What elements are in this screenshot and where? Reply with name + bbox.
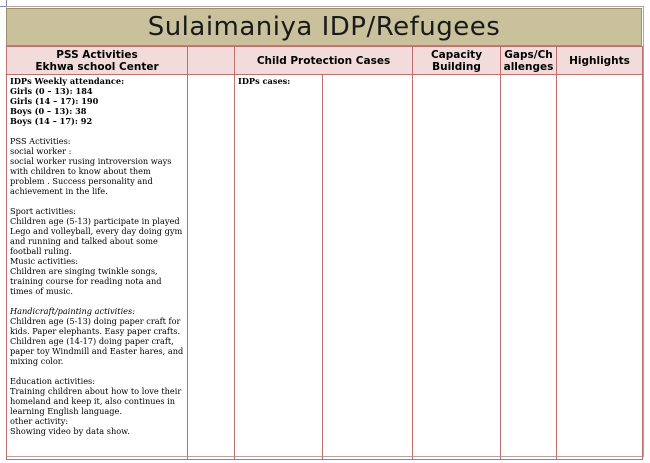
header-pss-line1: PSS Activities: [56, 48, 138, 61]
attendance-heading: IDPs Weekly attendance:: [10, 76, 125, 86]
header-pss-activities: [7, 47, 188, 75]
pss-text: social worker rusing introversion ways with children to know about them problem . Success personality and achievement in the life.: [10, 156, 172, 196]
child-protection-detail-cell: [323, 75, 413, 460]
body-row: [7, 75, 643, 460]
gaps-challenges-cell: [501, 75, 557, 460]
sport-heading: Sport activities:: [10, 206, 76, 216]
pss-heading: PSS Activities:: [10, 136, 71, 146]
education-heading: Education activities:: [10, 376, 96, 386]
attendance-boys-14-17: Boys (14 – 17): 92: [10, 116, 93, 126]
header-capacity-line2: Building: [432, 60, 481, 73]
attendance-girls-0-13: Girls (0 – 13): 184: [10, 86, 93, 96]
music-text: Children are singing twinkle songs, training course for reading nota and times of music.: [10, 266, 162, 296]
other-activity-text: Showing video by data show.: [10, 426, 130, 436]
sport-text: Children age (5-13) participate in played Lego and volleyball, every day doing gym and running and talked about some football ruling.: [10, 216, 183, 256]
attendance-boys-0-13: Boys (0 – 13): 38: [10, 106, 87, 116]
header-blank: [188, 47, 235, 75]
header-capacity-line1: Capacity: [430, 48, 483, 61]
attendance-girls-14-17: Girls (14 – 17): 190: [10, 96, 99, 106]
header-gaps-line1: Gaps/Ch: [504, 48, 553, 61]
title-banner: [6, 8, 642, 46]
page-title: Sulaimaniya IDP/Refugees: [147, 12, 501, 42]
header-gaps-line2: allenges: [503, 60, 554, 73]
other-activity-heading: other activity:: [10, 416, 69, 426]
pss-activities-cell: [7, 75, 188, 460]
header-gaps-challenges: [501, 47, 557, 75]
header-capacity-building: [413, 47, 501, 75]
music-heading: Music activities:: [10, 256, 78, 266]
handicraft-text: Children age (5-13) doing paper craft for kids. Paper elephants. Easy paper crafts. Children age (14-17) doing paper craft, paper toy Windmill and Easter hares, and mixing color.: [10, 316, 184, 366]
report-table: [6, 46, 643, 460]
header-row: [7, 47, 643, 75]
pss-social-worker-label: social worker :: [10, 146, 72, 156]
blank-cell: [188, 75, 235, 460]
child-protection-cases-cell: [235, 75, 323, 460]
header-child-protection: Child Protection Cases: [235, 47, 413, 75]
education-text: Training children about how to love their homeland and keep it, also continues in learning English language.: [10, 386, 182, 416]
header-highlights: Highlights: [557, 47, 643, 75]
handicraft-heading: Handicraft/painting activities:: [10, 306, 135, 316]
header-pss-line2: Ekhwa school Center: [35, 60, 159, 73]
idps-cases-label: IDPs cases:: [238, 76, 291, 86]
capacity-building-cell: [413, 75, 501, 460]
highlights-cell: [557, 75, 643, 460]
